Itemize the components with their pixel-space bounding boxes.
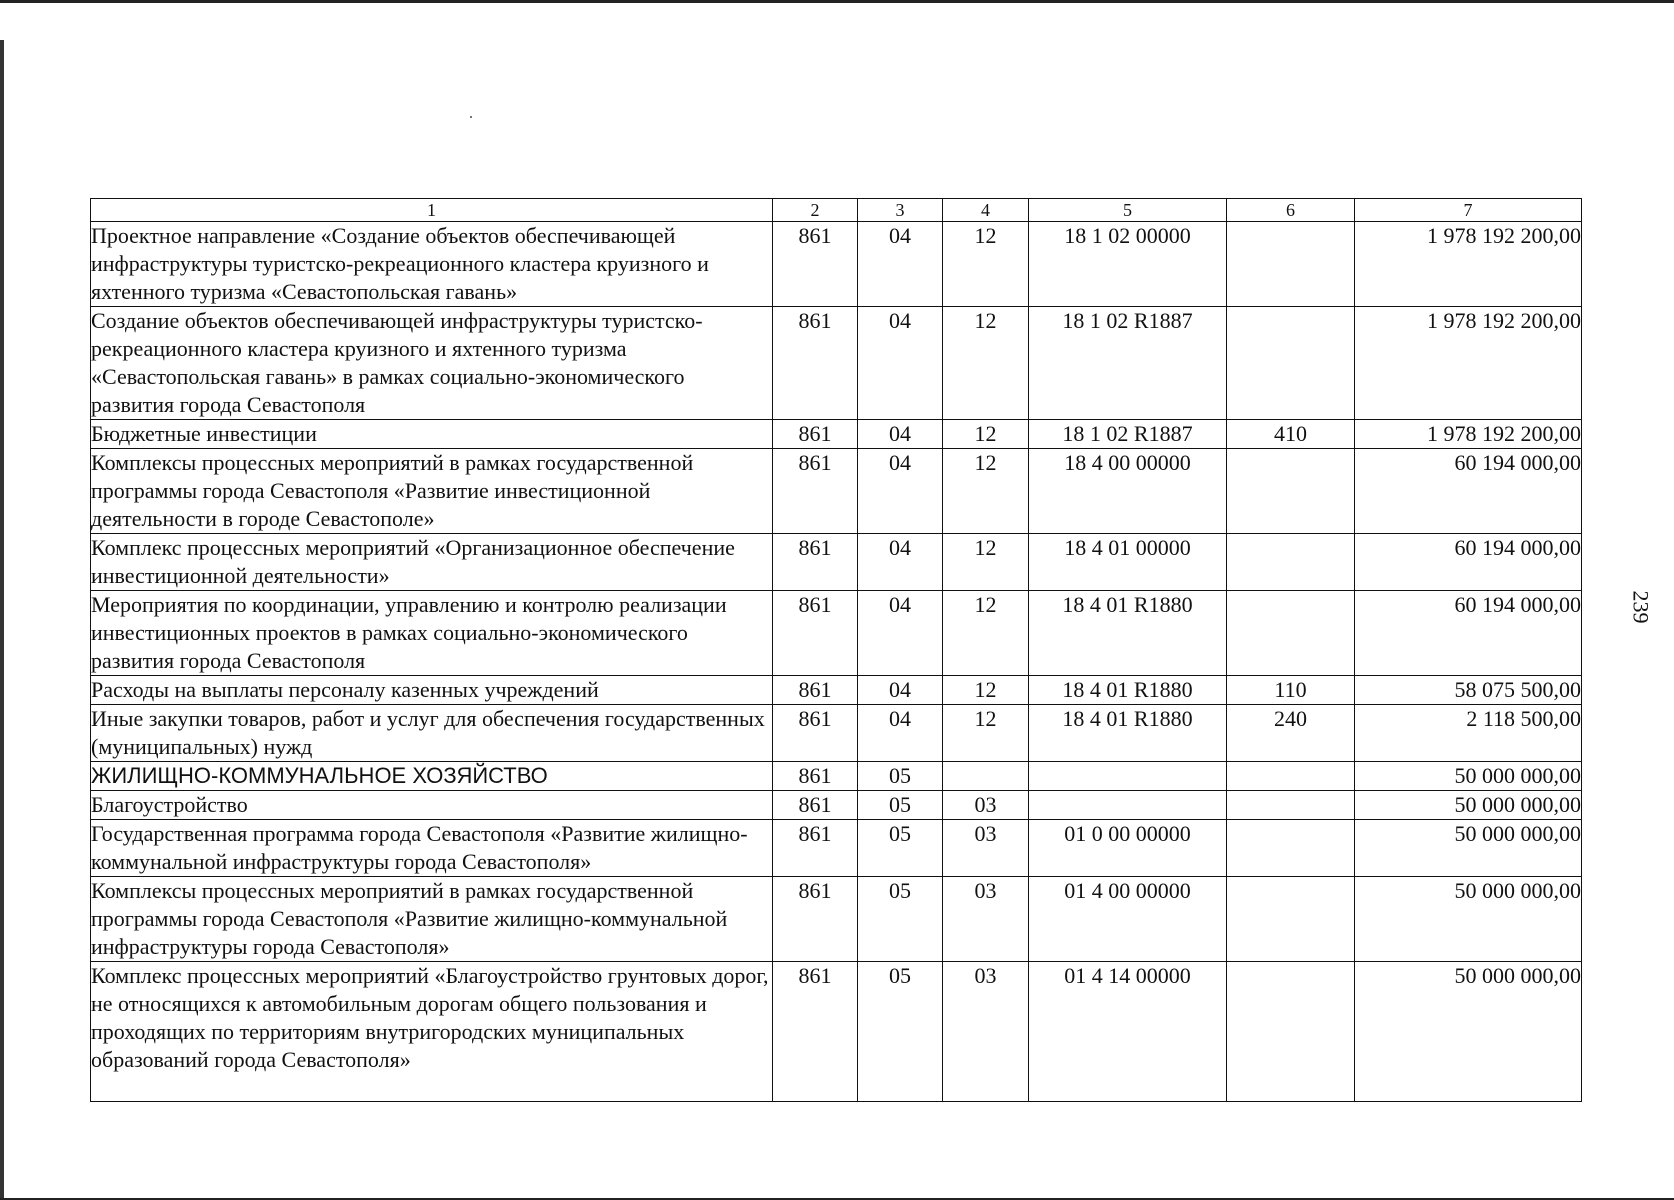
target-article-cell: 18 4 00 00000 (1029, 449, 1227, 534)
amount-cell: 60 194 000,00 (1355, 534, 1582, 591)
expense-name-cell: Создание объектов обеспечивающей инфраструктуры туристско-рекреационного кластера круизного и яхтенного туризма «Севастопольская гавань» в рамках социально-экономического развития города Севастополя (91, 307, 773, 420)
expense-type-cell (1227, 222, 1355, 307)
expense-type-cell (1227, 820, 1355, 877)
target-article-cell: 18 4 01 R1880 (1029, 676, 1227, 705)
department-code-cell: 861 (773, 420, 858, 449)
page-left-border (0, 40, 4, 1200)
expense-name-cell: Государственная программа города Севастополя «Развитие жилищно-коммунальной инфраструктуры города Севастополя» (91, 820, 773, 877)
table-row (91, 791, 1582, 820)
section-code-cell: 04 (858, 222, 943, 307)
expense-name-cell: Проектное направление «Создание объектов обеспечивающей инфраструктуры туристско-рекреационного кластера круизного и яхтенного туризма «Севастопольская гавань» (91, 222, 773, 307)
expense-type-cell (1227, 307, 1355, 420)
expense-name-cell: Комплекс процессных мероприятий «Благоустройство грунтовых дорог, не относящихся к автомобильным дорогам общего пользования и проходящих по территориям внутригородских муниципальных образований города Севастополя» (91, 962, 773, 1102)
department-code-cell: 861 (773, 449, 858, 534)
expense-type-cell: 410 (1227, 420, 1355, 449)
target-article-cell: 18 4 01 00000 (1029, 534, 1227, 591)
amount-cell: 58 075 500,00 (1355, 676, 1582, 705)
table-row (91, 962, 1582, 1102)
department-code-cell: 861 (773, 534, 858, 591)
expense-type-cell (1227, 962, 1355, 1102)
expense-name-cell: Иные закупки товаров, работ и услуг для обеспечения государственных (муниципальных) нужд (91, 705, 773, 762)
target-article-cell: 18 1 02 R1887 (1029, 420, 1227, 449)
table-row (91, 449, 1582, 534)
expense-type-cell (1227, 762, 1355, 791)
target-article-cell: 18 1 02 R1887 (1029, 307, 1227, 420)
section-code-cell: 04 (858, 705, 943, 762)
subsection-code-cell: 12 (943, 676, 1029, 705)
target-article-cell: 01 4 00 00000 (1029, 877, 1227, 962)
department-code-cell: 861 (773, 676, 858, 705)
department-code-cell: 861 (773, 962, 858, 1102)
expense-name-cell: Мероприятия по координации, управлению и контролю реализации инвестиционных проектов в рамках социально-экономического развития города Севастополя (91, 591, 773, 676)
table-row (91, 534, 1582, 591)
subsection-code-cell: 03 (943, 962, 1029, 1102)
department-code-cell: 861 (773, 705, 858, 762)
amount-cell: 50 000 000,00 (1355, 962, 1582, 1102)
expense-name-cell: Комплекс процессных мероприятий «Организационное обеспечение инвестиционной деятельности» (91, 534, 773, 591)
section-code-cell: 04 (858, 591, 943, 676)
table-row (91, 591, 1582, 676)
table-row (91, 222, 1582, 307)
subsection-code-cell: 12 (943, 222, 1029, 307)
target-article-cell: 18 1 02 00000 (1029, 222, 1227, 307)
section-code-cell: 05 (858, 762, 943, 791)
expense-name-cell: Расходы на выплаты персоналу казенных учреждений (91, 676, 773, 705)
column-header: 5 (1029, 199, 1227, 222)
column-number-header-row (91, 199, 1582, 222)
department-code-cell: 861 (773, 791, 858, 820)
subsection-code-cell: 03 (943, 820, 1029, 877)
subsection-code-cell: 03 (943, 877, 1029, 962)
table-row (91, 676, 1582, 705)
amount-cell: 1 978 192 200,00 (1355, 420, 1582, 449)
amount-cell: 60 194 000,00 (1355, 449, 1582, 534)
section-code-cell: 05 (858, 962, 943, 1102)
section-code-cell: 04 (858, 449, 943, 534)
amount-cell: 60 194 000,00 (1355, 591, 1582, 676)
subsection-code-cell: 12 (943, 705, 1029, 762)
amount-cell: 50 000 000,00 (1355, 762, 1582, 791)
target-article-cell: 01 0 00 00000 (1029, 820, 1227, 877)
subsection-code-cell: 12 (943, 420, 1029, 449)
expense-name-cell: Комплексы процессных мероприятий в рамках государственной программы города Севастополя «Развитие инвестиционной деятельности в городе Севастополе» (91, 449, 773, 534)
budget-table (90, 198, 1582, 1102)
table-row (91, 762, 1582, 791)
column-header: 2 (773, 199, 858, 222)
subsection-code-cell (943, 762, 1029, 791)
amount-cell: 2 118 500,00 (1355, 705, 1582, 762)
subsection-code-cell: 12 (943, 534, 1029, 591)
table-row (91, 820, 1582, 877)
column-header: 1 (91, 199, 773, 222)
expense-type-cell (1227, 791, 1355, 820)
department-code-cell: 861 (773, 877, 858, 962)
subsection-code-cell: 03 (943, 791, 1029, 820)
target-article-cell (1029, 791, 1227, 820)
page-number: 239 (1628, 590, 1654, 624)
amount-cell: 50 000 000,00 (1355, 877, 1582, 962)
section-code-cell: 04 (858, 307, 943, 420)
section-code-cell: 04 (858, 676, 943, 705)
amount-cell: 50 000 000,00 (1355, 791, 1582, 820)
amount-cell: 50 000 000,00 (1355, 820, 1582, 877)
section-code-cell: 04 (858, 420, 943, 449)
target-article-cell: 18 4 01 R1880 (1029, 705, 1227, 762)
scan-artifact-dot (470, 116, 472, 118)
expense-type-cell (1227, 591, 1355, 676)
expense-type-cell: 110 (1227, 676, 1355, 705)
expense-name-cell: Благоустройство (91, 791, 773, 820)
section-code-cell: 05 (858, 791, 943, 820)
column-header: 3 (858, 199, 943, 222)
expense-name-cell: Комплексы процессных мероприятий в рамках государственной программы города Севастополя «Развитие жилищно-коммунальной инфраструктуры города Севастополя» (91, 877, 773, 962)
expense-type-cell (1227, 877, 1355, 962)
expense-name-cell: ЖИЛИЩНО-КОММУНАЛЬНОЕ ХОЗЯЙСТВО (91, 762, 773, 791)
target-article-cell (1029, 762, 1227, 791)
column-header: 7 (1355, 199, 1582, 222)
table-row (91, 420, 1582, 449)
department-code-cell: 861 (773, 222, 858, 307)
subsection-code-cell: 12 (943, 449, 1029, 534)
section-code-cell: 05 (858, 877, 943, 962)
department-code-cell: 861 (773, 762, 858, 791)
expense-name-cell: Бюджетные инвестиции (91, 420, 773, 449)
target-article-cell: 01 4 14 00000 (1029, 962, 1227, 1102)
expense-type-cell: 240 (1227, 705, 1355, 762)
expense-type-cell (1227, 534, 1355, 591)
column-header: 6 (1227, 199, 1355, 222)
table-row (91, 307, 1582, 420)
page-top-border (0, 0, 1674, 3)
target-article-cell: 18 4 01 R1880 (1029, 591, 1227, 676)
section-code-cell: 04 (858, 534, 943, 591)
subsection-code-cell: 12 (943, 307, 1029, 420)
expense-type-cell (1227, 449, 1355, 534)
amount-cell: 1 978 192 200,00 (1355, 222, 1582, 307)
department-code-cell: 861 (773, 307, 858, 420)
amount-cell: 1 978 192 200,00 (1355, 307, 1582, 420)
column-header: 4 (943, 199, 1029, 222)
section-code-cell: 05 (858, 820, 943, 877)
subsection-code-cell: 12 (943, 591, 1029, 676)
table-row (91, 877, 1582, 962)
department-code-cell: 861 (773, 820, 858, 877)
table-row (91, 705, 1582, 762)
department-code-cell: 861 (773, 591, 858, 676)
